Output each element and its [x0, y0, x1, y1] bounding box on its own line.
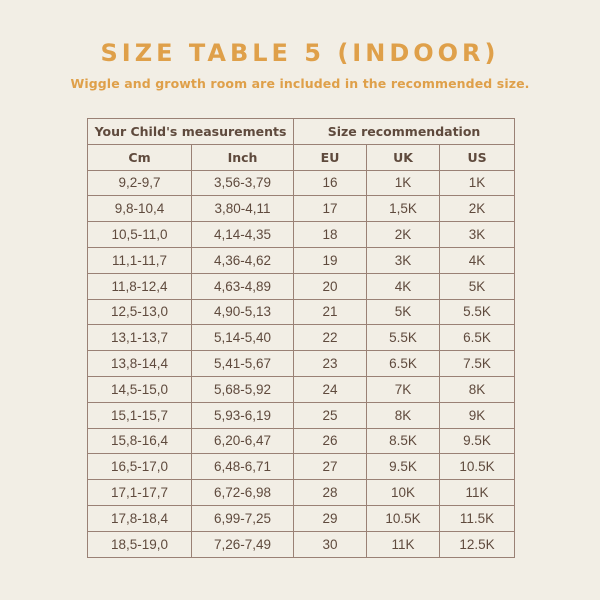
- cell-cm: 11,1-11,7: [88, 247, 192, 273]
- cell-inch: 4,14-4,35: [192, 222, 294, 248]
- column-header-cm: Cm: [88, 144, 192, 170]
- cell-eu: 19: [294, 247, 367, 273]
- cell-eu: 26: [294, 428, 367, 454]
- measurements-group-header: Your Child's measurements: [88, 119, 294, 145]
- cell-uk: 3K: [367, 247, 440, 273]
- cell-uk: 1,5K: [367, 196, 440, 222]
- cell-cm: 10,5-11,0: [88, 222, 192, 248]
- recommendation-group-header: Size recommendation: [294, 119, 515, 145]
- cell-cm: 9,8-10,4: [88, 196, 192, 222]
- cell-us: 8K: [440, 376, 515, 402]
- cell-inch: 5,41-5,67: [192, 351, 294, 377]
- table-row: [88, 454, 515, 480]
- cell-uk: 4K: [367, 273, 440, 299]
- cell-inch: 6,48-6,71: [192, 454, 294, 480]
- cell-us: 6.5K: [440, 325, 515, 351]
- cell-us: 9.5K: [440, 428, 515, 454]
- column-header-eu: EU: [294, 144, 367, 170]
- cell-inch: 3,80-4,11: [192, 196, 294, 222]
- cell-eu: 22: [294, 325, 367, 351]
- cell-cm: 13,1-13,7: [88, 325, 192, 351]
- cell-eu: 29: [294, 505, 367, 531]
- cell-inch: 3,56-3,79: [192, 170, 294, 196]
- table-row: [88, 480, 515, 506]
- cell-eu: 24: [294, 376, 367, 402]
- cell-eu: 23: [294, 351, 367, 377]
- cell-uk: 6.5K: [367, 351, 440, 377]
- cell-uk: 8K: [367, 402, 440, 428]
- cell-eu: 21: [294, 299, 367, 325]
- table-row: [88, 196, 515, 222]
- cell-uk: 1K: [367, 170, 440, 196]
- cell-cm: 15,8-16,4: [88, 428, 192, 454]
- page-title: SIZE TABLE 5 (INDOOR): [100, 39, 500, 67]
- cell-uk: 8.5K: [367, 428, 440, 454]
- cell-eu: 17: [294, 196, 367, 222]
- cell-uk: 11K: [367, 531, 440, 557]
- table-row: [88, 376, 515, 402]
- cell-us: 11.5K: [440, 505, 515, 531]
- cell-eu: 25: [294, 402, 367, 428]
- cell-eu: 18: [294, 222, 367, 248]
- cell-cm: 12,5-13,0: [88, 299, 192, 325]
- cell-uk: 2K: [367, 222, 440, 248]
- cell-inch: 4,90-5,13: [192, 299, 294, 325]
- cell-cm: 14,5-15,0: [88, 376, 192, 402]
- cell-eu: 28: [294, 480, 367, 506]
- cell-eu: 16: [294, 170, 367, 196]
- cell-us: 4K: [440, 247, 515, 273]
- cell-us: 5K: [440, 273, 515, 299]
- group-header-row: [88, 119, 515, 145]
- table-row: [88, 351, 515, 377]
- cell-inch: 7,26-7,49: [192, 531, 294, 557]
- table-row: [88, 299, 515, 325]
- cell-inch: 6,72-6,98: [192, 480, 294, 506]
- cell-uk: 5K: [367, 299, 440, 325]
- cell-us: 1K: [440, 170, 515, 196]
- table-row: [88, 247, 515, 273]
- cell-cm: 17,8-18,4: [88, 505, 192, 531]
- cell-uk: 10K: [367, 480, 440, 506]
- page-subtitle: Wiggle and growth room are included in the recommended size.: [70, 76, 530, 91]
- cell-us: 3K: [440, 222, 515, 248]
- cell-eu: 27: [294, 454, 367, 480]
- column-header-us: US: [440, 144, 515, 170]
- cell-us: 9K: [440, 402, 515, 428]
- cell-cm: 16,5-17,0: [88, 454, 192, 480]
- table-row: [88, 402, 515, 428]
- cell-inch: 6,20-6,47: [192, 428, 294, 454]
- cell-cm: 15,1-15,7: [88, 402, 192, 428]
- cell-cm: 11,8-12,4: [88, 273, 192, 299]
- cell-inch: 5,14-5,40: [192, 325, 294, 351]
- table-row: [88, 428, 515, 454]
- cell-inch: 5,68-5,92: [192, 376, 294, 402]
- table-row: [88, 505, 515, 531]
- size-table: [87, 118, 515, 558]
- cell-us: 7.5K: [440, 351, 515, 377]
- cell-us: 10.5K: [440, 454, 515, 480]
- cell-us: 2K: [440, 196, 515, 222]
- column-header-inch: Inch: [192, 144, 294, 170]
- cell-inch: 6,99-7,25: [192, 505, 294, 531]
- cell-cm: 13,8-14,4: [88, 351, 192, 377]
- cell-eu: 30: [294, 531, 367, 557]
- cell-cm: 18,5-19,0: [88, 531, 192, 557]
- cell-inch: 5,93-6,19: [192, 402, 294, 428]
- cell-inch: 4,63-4,89: [192, 273, 294, 299]
- cell-us: 5.5K: [440, 299, 515, 325]
- cell-us: 11K: [440, 480, 515, 506]
- column-header-uk: UK: [367, 144, 440, 170]
- cell-inch: 4,36-4,62: [192, 247, 294, 273]
- cell-us: 12.5K: [440, 531, 515, 557]
- table-body: [88, 170, 515, 557]
- cell-uk: 9.5K: [367, 454, 440, 480]
- cell-uk: 7K: [367, 376, 440, 402]
- cell-eu: 20: [294, 273, 367, 299]
- table-header: [88, 119, 515, 171]
- cell-cm: 17,1-17,7: [88, 480, 192, 506]
- table-row: [88, 273, 515, 299]
- cell-uk: 5.5K: [367, 325, 440, 351]
- cell-uk: 10.5K: [367, 505, 440, 531]
- table-row: [88, 325, 515, 351]
- table-row: [88, 531, 515, 557]
- cell-cm: 9,2-9,7: [88, 170, 192, 196]
- column-header-row: [88, 144, 515, 170]
- table-row: [88, 222, 515, 248]
- table-row: [88, 170, 515, 196]
